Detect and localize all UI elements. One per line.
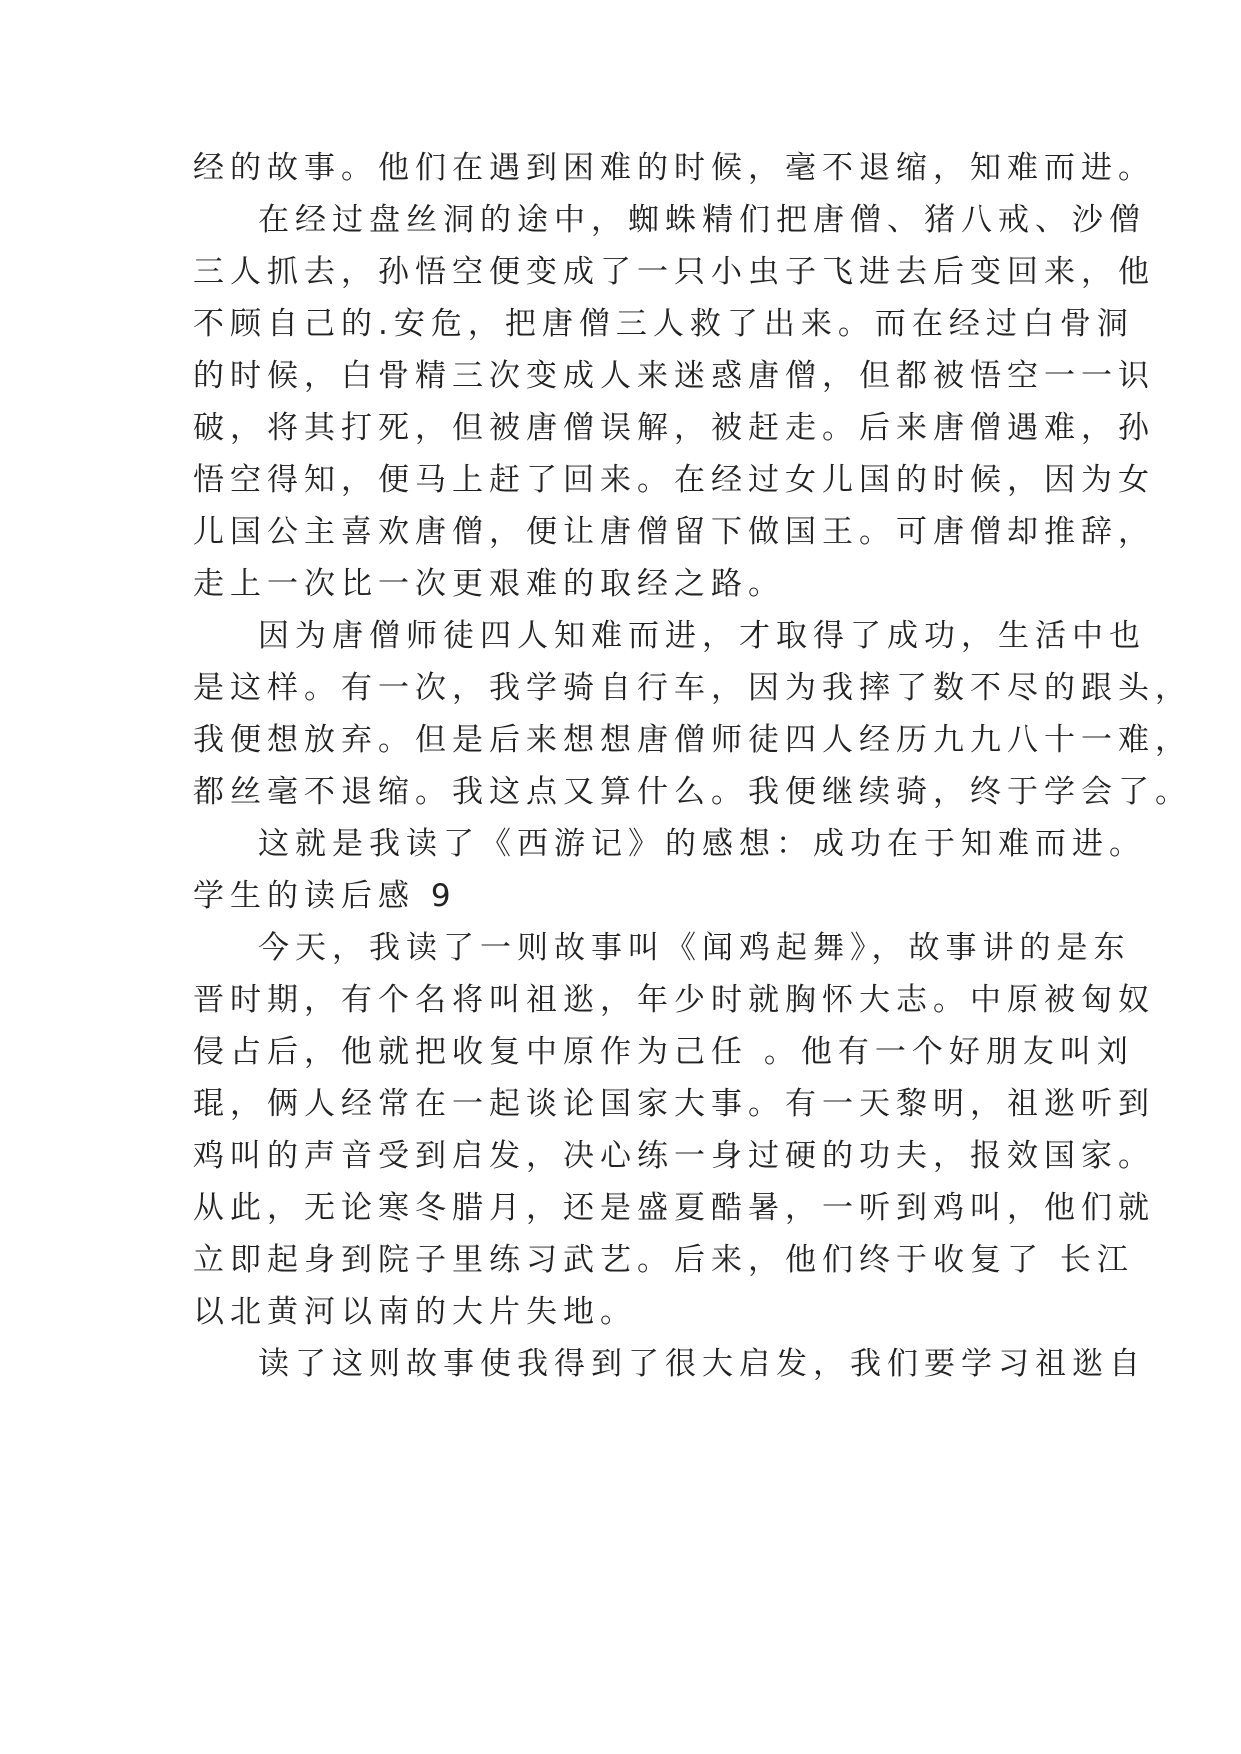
text-line: 走上一次比一次更艰难的取经之路。 — [193, 566, 785, 602]
text-line: 琨，俩人经常在一起谈论国家大事。有一天黎明，祖逖听到 — [193, 1086, 1155, 1122]
text-line: 鸡叫的声音受到启发，决心练一身过硬的功夫，报效国家。 — [193, 1138, 1155, 1174]
text-line: 破，将其打死，但被唐僧误解，被赶走。后来唐僧遇难，孙 — [193, 410, 1155, 446]
text-line: 悟空得知，便马上赶了回来。在经过女儿国的时候，因为女 — [193, 462, 1155, 498]
text-line: 是这样。有一次，我学骑自行车，因为我摔了数不尽的跟头， — [193, 670, 1192, 706]
paragraph-first-line: 读了这则故事使我得到了很大启发，我们要学习祖逖自 — [258, 1346, 1146, 1382]
text-line: 从此，无论寒冬腊月，还是盛夏酷暑，一听到鸡叫，他们就 — [193, 1190, 1155, 1226]
text-line: 不顾自己的.安危，把唐僧三人救了出来。而在经过白骨洞 — [193, 306, 1134, 342]
text-line: 侵占后，他就把收复中原作为己任 。他有一个好朋友叫刘 — [193, 1034, 1134, 1070]
text-line: 我便想放弃。但是后来想想唐僧师徒四人经历九九八十一难， — [193, 722, 1192, 758]
text-line: 儿国公主喜欢唐僧，便让唐僧留下做国王。可唐僧却推辞， — [193, 514, 1155, 550]
text-line: 经的故事。他们在遇到困难的时候，毫不退缩，知难而进。 — [193, 150, 1155, 186]
paragraph-first-line: 因为唐僧师徒四人知难而进，才取得了成功，生活中也 — [258, 618, 1146, 654]
text-line: 三人抓去，孙悟空便变成了一只小虫子飞进去后变回来，他 — [193, 254, 1155, 290]
paragraph-first-line: 这就是我读了《西游记》的感想：成功在于知难而进。 — [258, 826, 1146, 862]
text-line: 晋时期，有个名将叫祖逖，年少时就胸怀大志。中原被匈奴 — [193, 982, 1155, 1018]
text-line: 立即起身到院子里练习武艺。后来，他们终于收复了 长江 — [193, 1242, 1134, 1278]
section-heading: 学生的读后感 9 — [193, 878, 457, 914]
text-line: 的时候，白骨精三次变成人来迷惑唐僧，但都被悟空一一识 — [193, 358, 1155, 394]
paragraph-first-line: 今天，我读了一则故事叫《闻鸡起舞》，故事讲的是东 — [258, 930, 1131, 966]
text-line: 都丝毫不退缩。我这点又算什么。我便继续骑，终于学会了。 — [193, 774, 1192, 810]
text-line: 以北黄河以南的大片失地。 — [193, 1294, 637, 1330]
paragraph-first-line: 在经过盘丝洞的途中，蜘蛛精们把唐僧、猪八戒、沙僧 — [258, 202, 1146, 238]
